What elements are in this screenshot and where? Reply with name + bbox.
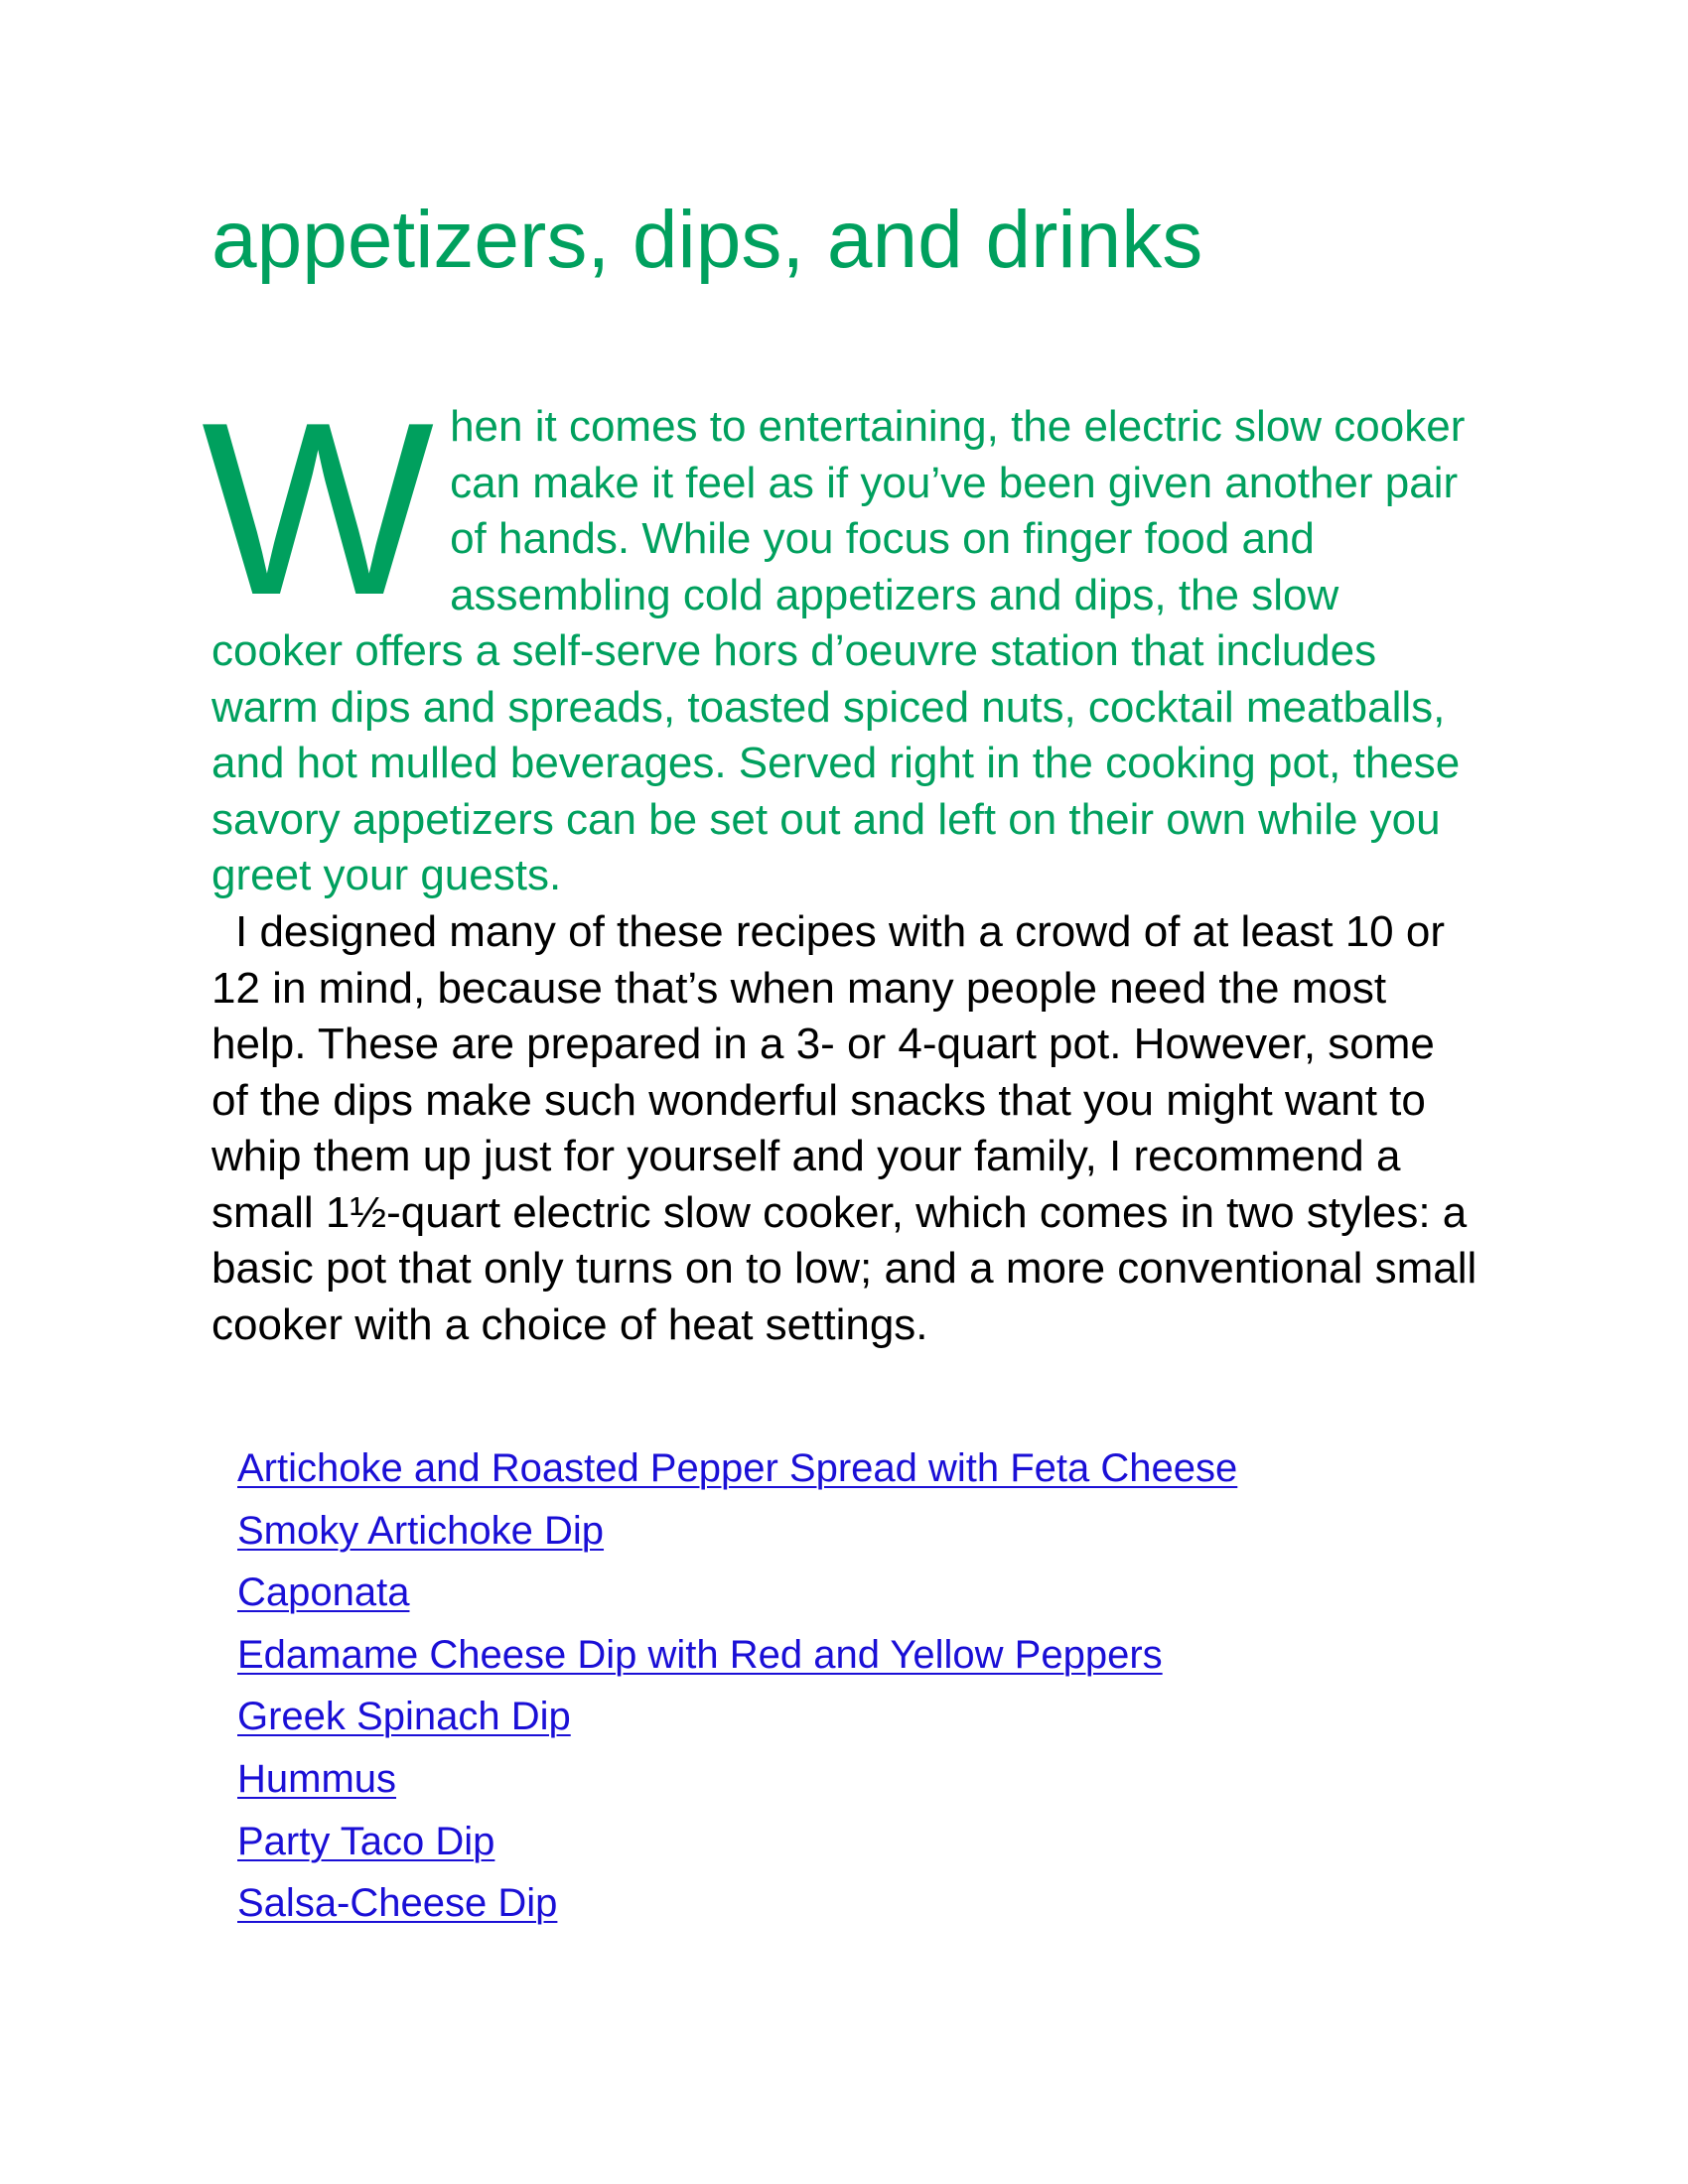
- chapter-title: appetizers, dips, and drinks: [211, 195, 1203, 285]
- recipe-link-greek-spinach-dip[interactable]: Greek Spinach Dip: [237, 1695, 571, 1739]
- recipe-list-item: [237, 1437, 1237, 1500]
- recipe-list-item: [237, 1872, 1237, 1935]
- recipe-list-item: [237, 1686, 1237, 1748]
- recipe-link-list: [237, 1437, 1237, 1935]
- intro-text: hen it comes to entertaining, the electric slow cooker can make it feel as if you’ve been given another pair of hands. While you focus on finger food and assembling cold appetizers and dips, the slow cooker offers a self-serve hors d’oeuvre station that includes warm dips and spreads, toasted spiced nuts, cocktail meatballs, and hot mulled beverages. Served right in the cooking pot, these savory appetizers can be set out and left on their own while you greet your guests.: [211, 402, 1466, 899]
- recipe-link-edamame-cheese-dip[interactable]: Edamame Cheese Dip with Red and Yellow Peppers: [237, 1632, 1163, 1677]
- drop-cap: W: [202, 370, 435, 646]
- recipe-link-salsa-cheese-dip[interactable]: Salsa-Cheese Dip: [237, 1881, 558, 1926]
- recipe-link-artichoke-roasted-pepper-spread[interactable]: Artichoke and Roasted Pepper Spread with Feta Cheese: [237, 1446, 1238, 1490]
- recipe-list-item: [237, 1811, 1237, 1873]
- recipe-list-item: [237, 1748, 1237, 1811]
- intro-paragraph: [202, 370, 1473, 904]
- recipe-link-caponata[interactable]: Caponata: [237, 1570, 410, 1615]
- recipe-link-smoky-artichoke-dip[interactable]: Smoky Artichoke Dip: [237, 1508, 605, 1553]
- body-paragraph: I designed many of these recipes with a crowd of at least 10 or 12 in mind, because that’s when many people need the most help. These are prepared in a 3- or 4-quart pot. However, some of the dips make such wonderful snacks that you might want to whip them up just for yourself and your family, I recommend a small 1½-quart electric slow cooker, which comes in two styles: a basic pot that only turns on to low; and a more conventional small cooker with a choice of heat settings.: [211, 907, 1477, 1349]
- recipe-list-item: [237, 1562, 1237, 1624]
- recipe-link-party-taco-dip[interactable]: Party Taco Dip: [237, 1819, 495, 1863]
- recipe-list-item: [237, 1624, 1237, 1687]
- recipe-list-item: [237, 1500, 1237, 1563]
- recipe-link-hummus[interactable]: Hummus: [237, 1756, 397, 1801]
